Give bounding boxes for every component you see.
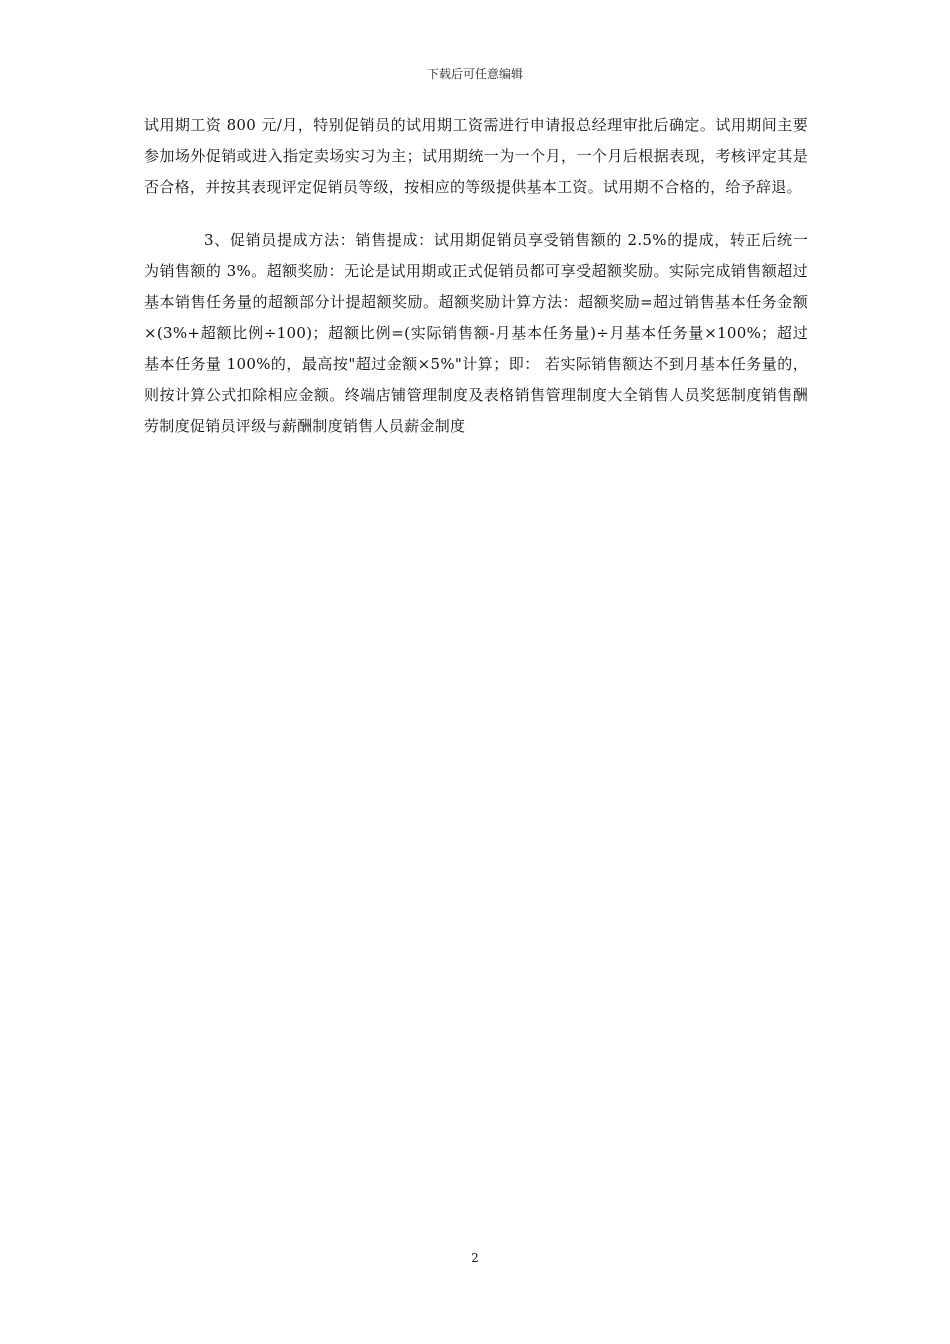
paragraph-probation-salary: 试用期工资 800 元/月，特别促销员的试用期工资需进行申请报总经理审批后确定。试用期间主要参加场外促销或进入指定卖场实习为主；试用期统一为一个月，一个月后根据表现，考核评定其是否合格，并按其表现评定促销员等级，按相应的等级提供基本工资。试用期不合格的，给予辞退。 (144, 116, 808, 196)
paragraph-commission-method: 3、促销员提成方法：销售提成：试用期促销员享受销售额的 2.5%的提成，转正后统一为销售额的 3%。超额奖励：无论是试用期或正式促销员都可享受超额奖励。实际完成销售额超过基本销售任务量的超额部分计提超额奖励。超额奖励计算方法：超额奖励=超过销售基本任务金额×(3%+超额比例÷100)；超额比例=(实际销售额-月基本任务量)÷月基本任务量×100%；超过基本任务量 100%的，最高按"超过金额×5%"计算；即： 若实际销售额达不到月基本任务量的，则按计算公式扣除相应金额。终端店铺管理制度及表格销售管理制度大全销售人员奖惩制度销售酬劳制度促销员评级与薪酬制度销售人员薪金制度 (144, 231, 808, 435)
page-header: 下载后可任意编辑 (426, 67, 523, 81)
document-body (144, 110, 808, 442)
page-number: 2 (471, 1251, 479, 1265)
